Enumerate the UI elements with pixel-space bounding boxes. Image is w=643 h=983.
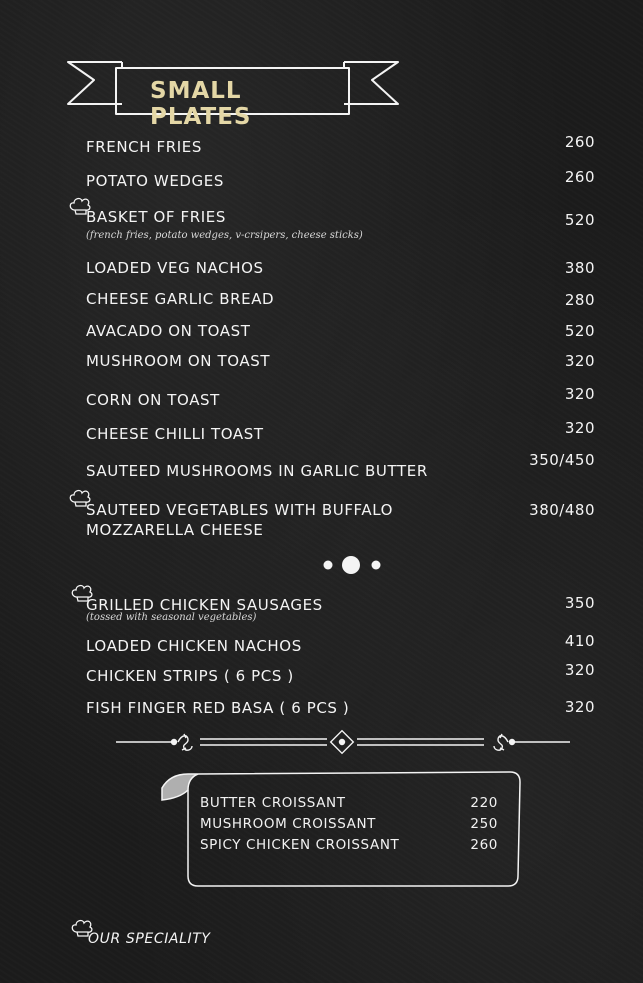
croissant-row bbox=[200, 816, 498, 832]
menu-item-price: 260 bbox=[564, 168, 595, 186]
menu-item-note: (tossed with seasonal vegetables) bbox=[86, 612, 257, 623]
menu-item-name-text: FISH FINGER RED BASA bbox=[86, 699, 275, 717]
menu-item-price: 320 bbox=[564, 419, 595, 437]
menu-item-price: 380/480 bbox=[529, 501, 595, 519]
menu-item-name bbox=[86, 699, 349, 717]
menu-item-price: 520 bbox=[564, 211, 595, 229]
menu-item-name: MUSHROOM ON TOAST bbox=[86, 352, 271, 370]
menu-item-price: 320 bbox=[564, 698, 595, 716]
menu-item-price: 320 bbox=[564, 661, 595, 679]
menu-item-price: 320 bbox=[564, 352, 595, 370]
menu-item-price: 320 bbox=[564, 385, 595, 403]
croissant-row bbox=[200, 795, 498, 811]
menu-item-name: CHEESE GARLIC BREAD bbox=[86, 290, 275, 308]
menu-item-name-text: CHICKEN STRIPS bbox=[86, 667, 219, 685]
menu-item-name bbox=[86, 667, 294, 685]
menu-item-name: SAUTEED VEGETABLES WITH BUFFALO bbox=[86, 501, 394, 519]
ornament-divider bbox=[112, 726, 574, 758]
croissant-row bbox=[200, 837, 498, 853]
menu-item-name: LOADED VEG NACHOS bbox=[86, 259, 264, 277]
menu-item-name: BASKET OF FRIES bbox=[86, 208, 226, 226]
menu-item-note: (french fries, potato wedges, v-crsipers, cheese sticks) bbox=[86, 230, 363, 241]
menu-item-name: GRILLED CHICKEN SAUSAGES bbox=[86, 596, 323, 614]
menu-item-price: 410 bbox=[564, 632, 595, 650]
menu-item-portion: ( 6 PCS ) bbox=[274, 699, 350, 717]
dot-divider bbox=[318, 553, 384, 577]
speciality-legend: OUR SPECIALITY bbox=[88, 931, 211, 947]
menu-item-price: 380 bbox=[564, 259, 595, 277]
menu-item-name: AVACADO ON TOAST bbox=[86, 322, 251, 340]
menu-item-price: 350 bbox=[564, 594, 595, 612]
croissant-name: MUSHROOM CROISSANT bbox=[200, 816, 377, 832]
menu-item-price: 350/450 bbox=[529, 451, 595, 469]
croissant-price: 250 bbox=[470, 816, 498, 832]
menu-item-name: LOADED CHICKEN NACHOS bbox=[86, 637, 302, 655]
menu-item-name: POTATO WEDGES bbox=[86, 172, 224, 190]
menu-item-price: 520 bbox=[564, 322, 595, 340]
menu-item-price: 280 bbox=[564, 291, 595, 309]
croissant-name: BUTTER CROISSANT bbox=[200, 795, 346, 811]
menu-item-name: CHEESE CHILLI TOAST bbox=[86, 425, 264, 443]
menu-item-name: CORN ON TOAST bbox=[86, 391, 220, 409]
croissant-price: 220 bbox=[470, 795, 498, 811]
croissant-price: 260 bbox=[470, 837, 498, 853]
menu-item-name-line2: MOZZARELLA CHEESE bbox=[86, 521, 264, 539]
menu-item-name: FRENCH FRIES bbox=[86, 138, 202, 156]
menu-item-price: 260 bbox=[564, 133, 595, 151]
croissant-name: SPICY CHICKEN CROISSANT bbox=[200, 837, 400, 853]
section-title: SMALL PLATES bbox=[150, 78, 252, 130]
menu-item-name: SAUTEED MUSHROOMS IN GARLIC BUTTER bbox=[86, 462, 428, 480]
menu-item-portion: ( 6 PCS ) bbox=[218, 667, 294, 685]
